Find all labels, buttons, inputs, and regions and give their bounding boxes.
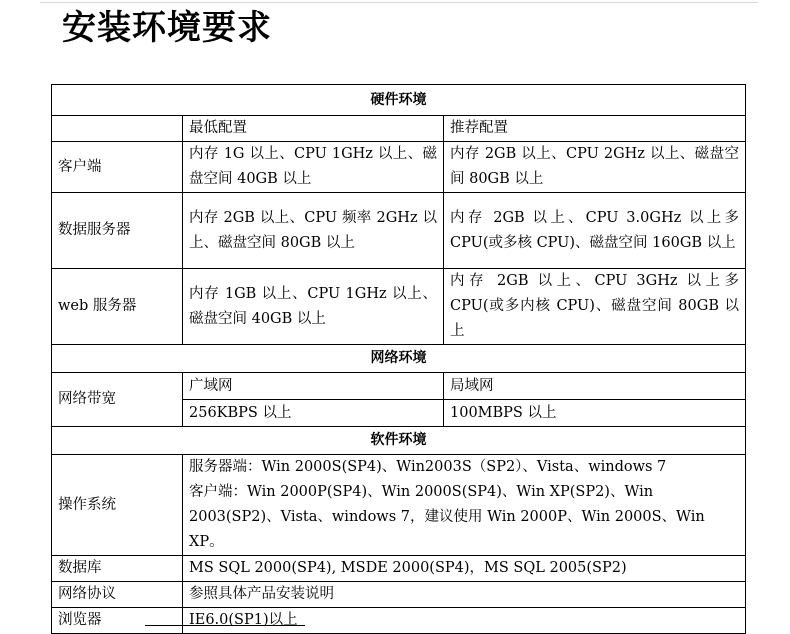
table-row (52, 269, 746, 345)
network-section-row (52, 345, 746, 373)
table-row (52, 373, 746, 400)
table-row (52, 193, 746, 269)
table-row (52, 455, 746, 556)
web-server-recommended-config: 内存 2GB 以上、CPU 3GHz 以上多 CPU(或多内核 CPU)、磁盘空间 80GB 以上 (444, 269, 746, 345)
wan-bandwidth-value: 256KBPS 以上 (183, 400, 444, 427)
os-client-text: 客户端：Win 2000P(SP4)、Win 2000S(SP4)、Win XP(SP2)、Win 2003(SP2)、Vista、windows 7，建议使用 Win 2000P、Win 2000S、Win XP。 (189, 484, 705, 550)
client-min-config: 内存 1G 以上、CPU 1GHz 以上、磁盘空间 40GB 以上 (183, 142, 444, 193)
row-label-bandwidth: 网络带宽 (52, 373, 183, 427)
lan-bandwidth-value: 100MBPS 以上 (444, 400, 746, 427)
row-label-database: 数据库 (52, 556, 183, 582)
network-section-header: 网络环境 (52, 345, 746, 373)
client-recommended-config: 内存 2GB 以上、CPU 2GHz 以上、磁盘空间 80GB 以上 (444, 142, 746, 193)
protocol-value: 参照具体产品安装说明 (183, 582, 746, 608)
row-label-web-server: web 服务器 (52, 269, 183, 345)
table-row (52, 608, 746, 634)
row-label-os: 操作系统 (52, 455, 183, 556)
wan-header: 广域网 (183, 373, 444, 400)
requirements-table (51, 84, 746, 634)
os-server-text: 服务器端：Win 2000S(SP4)、Win2003S（SP2）、Vista、windows 7 (189, 459, 667, 475)
table-row (52, 142, 746, 193)
hardware-column-headers (52, 116, 746, 142)
row-label-client: 客户端 (52, 142, 183, 193)
hardware-section-row (52, 85, 746, 116)
browser-value: IE6.0(SP1)以上 (183, 608, 746, 634)
row-label-protocol: 网络协议 (52, 582, 183, 608)
hardware-section-header: 硬件环境 (52, 85, 746, 116)
table-row (52, 556, 746, 582)
web-server-min-config: 内存 1GB 以上、CPU 1GHz 以上、磁盘空间 40GB 以上 (183, 269, 444, 345)
lan-header: 局域网 (444, 373, 746, 400)
recommended-config-header: 推荐配置 (444, 116, 746, 142)
row-label-browser: 浏览器 (52, 608, 183, 634)
software-section-header: 软件环境 (52, 427, 746, 455)
data-server-min-config: 内存 2GB 以上、CPU 频率 2GHz 以上、磁盘空间 80GB 以上 (183, 193, 444, 269)
footnote-rule (145, 625, 305, 626)
row-label-data-server: 数据服务器 (52, 193, 183, 269)
min-config-header: 最低配置 (183, 116, 444, 142)
empty-cell (52, 116, 183, 142)
page-title: 安装环境要求 (62, 8, 272, 48)
database-value: MS SQL 2000(SP4), MSDE 2000(SP4)，MS SQL 2005(SP2) (183, 556, 746, 582)
os-requirements (183, 455, 746, 556)
table-row (52, 582, 746, 608)
data-server-recommended-config: 内存 2GB 以上、CPU 3.0GHz 以上多 CPU(或多核 CPU)、磁盘空间 160GB 以上 (444, 193, 746, 269)
software-section-row (52, 427, 746, 455)
top-rule (40, 2, 758, 3)
